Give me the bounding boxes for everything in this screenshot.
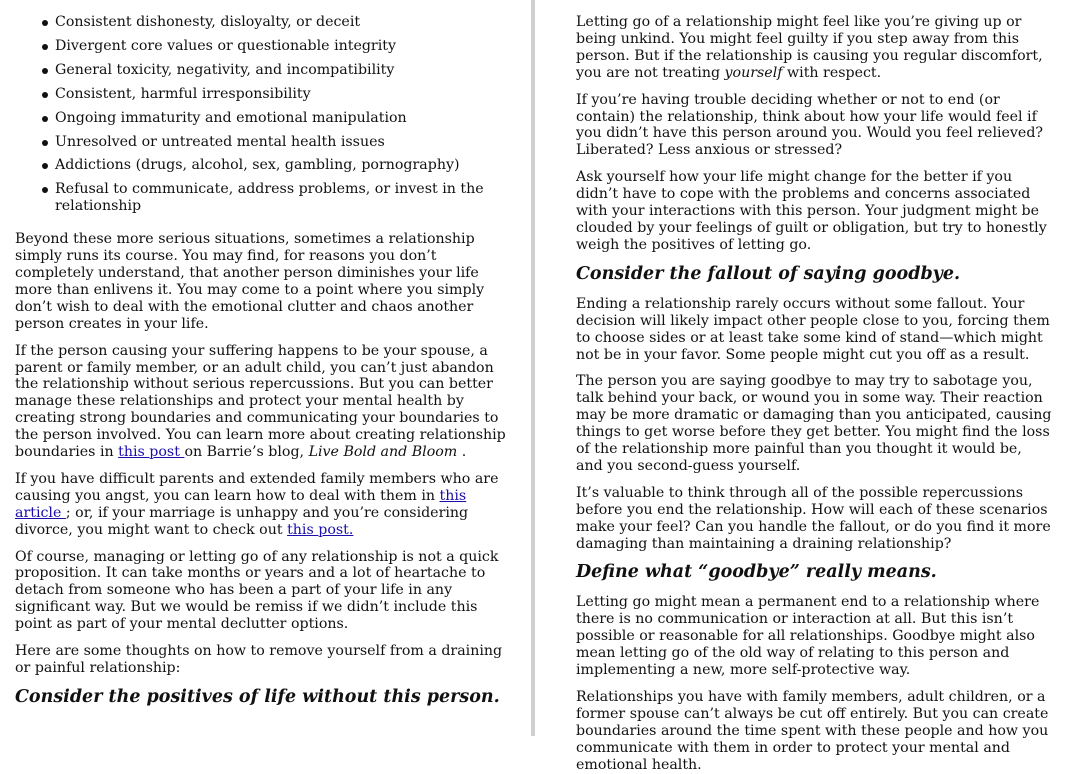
- paragraph: The person you are saying goodbye to may try to sabotage you, talk behind your back, or wound you in some way. Their reaction may be more dramatic or damaging than you anticipated, causing things to get worse before they get better. You might find the loss of the relationship more painful than you thought it would be, and you second-guess yourself.: [576, 373, 1052, 474]
- paragraph: [576, 14, 1052, 82]
- list-item: Divergent core values or questionable integrity: [55, 38, 513, 55]
- list-item: Consistent, harmful irresponsibility: [55, 86, 513, 103]
- paragraph: Ask yourself how your life might change for the better if you didn’t have to cope with the problems and concerns associated with your interactions with this person. Your judgment might be clouded by your feelings of guilt or obligation, but try to honestly weigh the positives of letting go.: [576, 169, 1047, 253]
- section-heading: Consider the fallout of saying goodbye.: [576, 263, 961, 284]
- paragraph: Of course, managing or letting go of any relationship is not a quick proposition. It can take months or years and a lot of heartache to detach from someone who has been a part of your life in any significant way. But we would be remiss if we didn’t include this point as part of your mental declutter options.: [15, 548, 499, 633]
- list-item: Refusal to communicate, address problems, or invest in the relationship: [55, 181, 513, 215]
- paragraph: It’s valuable to think through all of the possible repercussions before you end the relationship. How will each of these scenarios make your feel? Can you handle the fallout, or do you find it more damaging than maintaining a draining relationship?: [576, 484, 1051, 552]
- list-item: Unresolved or untreated mental health issues: [55, 134, 513, 151]
- section-heading: Define what “goodbye” really means.: [576, 562, 937, 583]
- page-divider: [531, 0, 535, 736]
- paragraph: [15, 471, 513, 539]
- this-article-link[interactable]: this article: [15, 487, 467, 521]
- paragraph: Relationships you have with family members, adult children, or a former spouse can’t always be cut off entirely. But you can create boundaries around the time spent with these people and how you communicate with them in order to protect your mental and emotional health.: [576, 689, 1049, 773]
- text-span: Letting go of a relationship might feel like you’re giving up or being unkind. You might feel guilty if you step away from this person. But if the relationship is causing you regular discomfort, you are not treating: [576, 14, 1043, 81]
- paragraph: Ending a relationship rarely occurs without some fallout. Your decision will likely impact other people close to you, forcing them to choose sides or at least take some kind of stand—which might not be in your favor. Some people might cut you off as a result.: [576, 295, 1050, 363]
- bullet-list: [15, 14, 513, 215]
- this-post-link[interactable]: this post: [118, 444, 185, 461]
- text-span: If the person causing your suffering happens to be your spouse, a parent or family member, or an adult child, you can’t just abandon the relationship without serious repercussions. But you can better manage these relationships and protect your mental health by creating strong boundaries and communicating your boundaries to the person involved. You can learn more about creating relationship boundaries in: [15, 342, 506, 461]
- paragraph: If you’re having trouble deciding whether or not to end (or contain) the relationship, think about how your life would feel if you didn’t have this person around you. Would you feel relieved? Liberated? Less anxious or stressed?: [576, 91, 1044, 159]
- text-span: on Barrie’s blog,: [184, 444, 309, 461]
- text-span: If you have difficult parents and extended family members who are causing you angst, you can learn how to deal with them in: [15, 470, 499, 504]
- text-span: .: [457, 444, 467, 461]
- list-item: Addictions (drugs, alcohol, sex, gambling, pornography): [55, 157, 513, 174]
- emphasis: yourself: [724, 64, 783, 81]
- paragraph: Beyond these more serious situations, sometimes a relationship simply runs its course. You may find, for reasons you don’t completely understand, that another person diminishes your life more than enlivens it. You may come to a point where you simply don’t wish to deal with the emotional clutter and chaos another person creates in your life.: [15, 231, 485, 332]
- list-item: Consistent dishonesty, disloyalty, or deceit: [55, 14, 513, 31]
- paragraph: [15, 343, 513, 461]
- section-heading: Consider the positives of life without this person.: [15, 686, 500, 707]
- text-span: with respect.: [782, 64, 882, 81]
- list-item: General toxicity, negativity, and incompatibility: [55, 62, 513, 79]
- list-item: Ongoing immaturity and emotional manipulation: [55, 110, 513, 127]
- left-page: [0, 0, 533, 736]
- right-page: [537, 0, 1066, 773]
- text-span: ; or, if your marriage is unhappy and you’re considering divorce, you might want to check out: [15, 504, 469, 538]
- blog-title: Live Bold and Bloom: [308, 444, 458, 461]
- paragraph: Here are some thoughts on how to remove yourself from a draining or painful relationship:: [15, 643, 503, 676]
- paragraph: Letting go might mean a permanent end to a relationship where there is no communication or interaction at all. But this isn’t possible or reasonable for all relationships. Goodbye might also mean letting go of the old way of relating to this person and implementing a new, more self-protective way.: [576, 594, 1040, 679]
- this-post-link-2[interactable]: this post.: [287, 521, 354, 538]
